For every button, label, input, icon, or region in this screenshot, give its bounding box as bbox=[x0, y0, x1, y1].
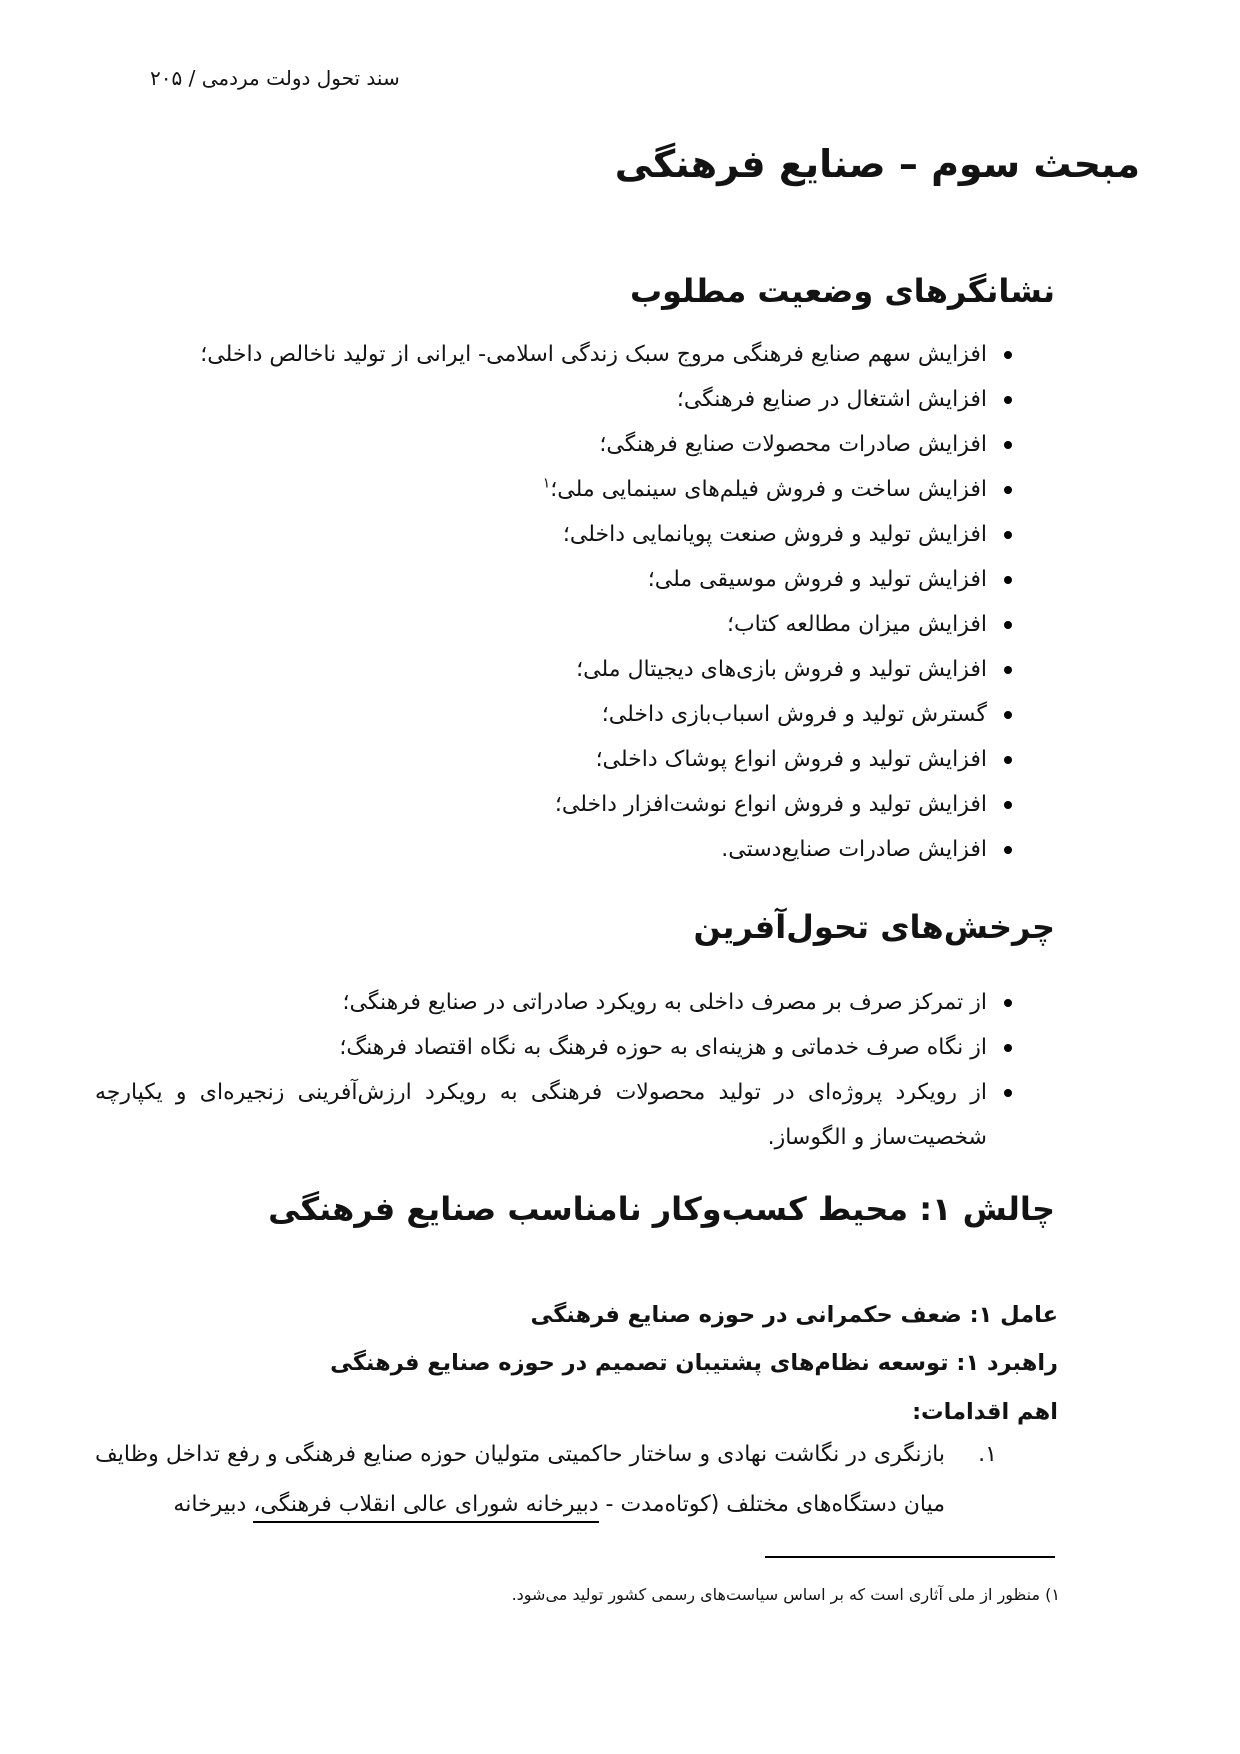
action-text-before: بازنگری در نگاشت نهادی و ساختار حاکمیتی متولیان حوزه صنایع فرهنگی و رفع تداخل وظایف میان دستگاه‌های مختلف (کوتاه‌مدت - bbox=[95, 1442, 945, 1517]
pivots-list bbox=[95, 980, 1012, 1160]
bullet-icon bbox=[1004, 351, 1012, 359]
bullet-icon bbox=[1004, 1089, 1012, 1097]
list-item bbox=[95, 602, 1012, 647]
list-item bbox=[95, 737, 1012, 782]
list-item bbox=[95, 692, 1012, 737]
list-item bbox=[95, 377, 1012, 422]
list-item bbox=[95, 1070, 1012, 1160]
footnote-ref: ۱ bbox=[542, 475, 551, 492]
section-heading-indicators: نشانگرهای وضعیت مطلوب bbox=[629, 272, 1055, 310]
list-item bbox=[95, 422, 1012, 467]
list-item-text: افزایش میزان مطالعه کتاب؛ bbox=[726, 612, 987, 637]
factor-line: عامل ۱: ضعف حکمرانی در حوزه صنایع فرهنگی bbox=[530, 1302, 1058, 1328]
list-item-text: گسترش تولید و فروش اسباب‌بازی داخلی؛ bbox=[601, 702, 987, 727]
bullet-icon bbox=[1004, 621, 1012, 629]
list-item-text: افزایش تولید و فروش موسیقی ملی؛ bbox=[647, 567, 987, 592]
list-item-text: افزایش تولید و فروش بازی‌های دیجیتال ملی؛ bbox=[576, 657, 987, 682]
actions-label: اهم اقدامات: bbox=[912, 1399, 1058, 1425]
numbered-action bbox=[95, 1430, 997, 1530]
list-item-text: افزایش صادرات محصولات صنایع فرهنگی؛ bbox=[599, 432, 987, 457]
action-text-after: دبیرخانه bbox=[173, 1492, 254, 1517]
list-item-text: از رویکرد پروژه‌ای در تولید محصولات فرهنگی به رویکرد ارزش‌آفرینی زنجیره‌ای و یکپارچه شخصیت‌ساز و الگوساز. bbox=[95, 1080, 987, 1150]
list-item bbox=[95, 557, 1012, 602]
bullet-icon bbox=[1004, 576, 1012, 584]
bullet-icon bbox=[1004, 756, 1012, 764]
footnote-text: ۱) منظور از ملی آثاری است که بر اساس سیاست‌های رسمی کشور تولید می‌شود. bbox=[511, 1585, 1060, 1604]
list-item bbox=[95, 332, 1012, 377]
bullet-icon bbox=[1004, 666, 1012, 674]
list-item bbox=[95, 467, 1012, 512]
list-item-text: افزایش تولید و فروش انواع پوشاک داخلی؛ bbox=[595, 747, 987, 772]
action-number: ۱. bbox=[978, 1442, 997, 1467]
bullet-icon bbox=[1004, 531, 1012, 539]
list-item bbox=[95, 827, 1012, 872]
strategy-line: راهبرد ۱: توسعه نظام‌های پشتیبان تصمیم در حوزه صنایع فرهنگی bbox=[330, 1350, 1058, 1376]
page-header: سند تحول دولت مردمی / ۲۰۵ bbox=[150, 66, 400, 90]
section-heading-pivots: چرخش‌های تحول‌آفرین bbox=[693, 908, 1055, 946]
list-item-text: از تمرکز صرف بر مصرف داخلی به رویکرد صادراتی در صنایع فرهنگی؛ bbox=[342, 990, 987, 1015]
list-item-text: افزایش ساخت و فروش فیلم‌های سینمایی ملی؛$^۱$ bbox=[542, 475, 987, 502]
list-item-text: افزایش تولید و فروش صنعت پویانمایی داخلی؛ bbox=[562, 522, 987, 547]
bullet-icon bbox=[1004, 486, 1012, 494]
list-item bbox=[95, 512, 1012, 557]
list-item-text: از نگاه صرف خدماتی و هزینه‌ای به حوزه فرهنگ به نگاه اقتصاد فرهنگ؛ bbox=[339, 1035, 987, 1060]
bullet-icon bbox=[1004, 999, 1012, 1007]
list-item bbox=[95, 647, 1012, 692]
page-title: مبحث سوم – صنایع فرهنگی bbox=[614, 142, 1140, 186]
list-item bbox=[95, 980, 1012, 1025]
list-item-text: افزایش اشتغال در صنایع فرهنگی؛ bbox=[676, 387, 987, 412]
list-item-text: افزایش تولید و فروش انواع نوشت‌افزار داخلی؛ bbox=[554, 792, 987, 817]
list-item-text: افزایش سهم صنایع فرهنگی مروج سبک زندگی اسلامی- ایرانی از تولید ناخالص داخلی؛ bbox=[200, 342, 987, 367]
section-heading-challenge: چالش ۱: محیط کسب‌وکار نامناسب صنایع فرهنگی bbox=[268, 1190, 1055, 1228]
list-item-text: افزایش صادرات صنایع‌دستی. bbox=[721, 837, 987, 862]
indicators-list bbox=[95, 332, 1012, 872]
footnote bbox=[95, 1582, 1060, 1608]
bullet-icon bbox=[1004, 1044, 1012, 1052]
list-item bbox=[95, 1025, 1012, 1070]
bullet-icon bbox=[1004, 441, 1012, 449]
list-item bbox=[95, 782, 1012, 827]
action-text-underlined: دبیرخانه شورای عالی انقلاب فرهنگی، bbox=[253, 1492, 598, 1523]
footnote-separator bbox=[765, 1556, 1055, 1558]
bullet-icon bbox=[1004, 846, 1012, 854]
bullet-icon bbox=[1004, 396, 1012, 404]
bullet-icon bbox=[1004, 801, 1012, 809]
bullet-icon bbox=[1004, 711, 1012, 719]
action-text bbox=[95, 1430, 945, 1530]
